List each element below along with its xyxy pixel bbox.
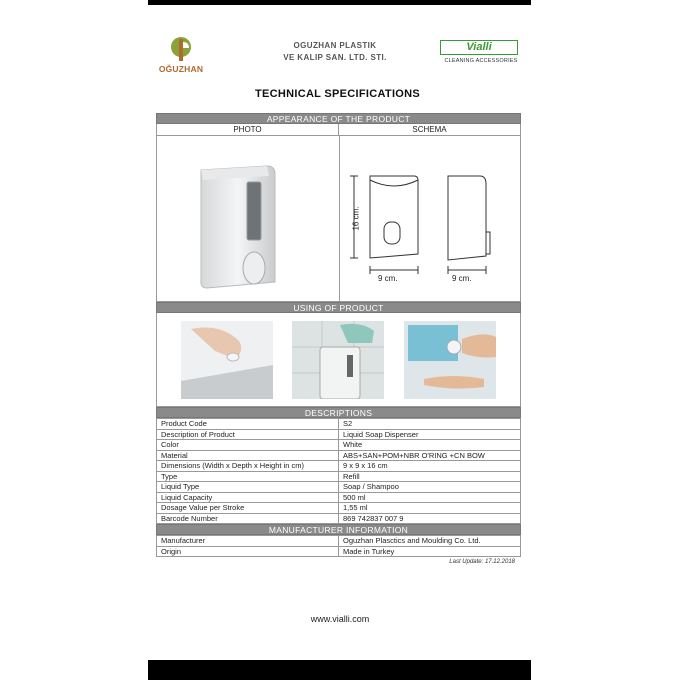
- spec-value: 1,55 ml: [339, 503, 521, 514]
- section-usage: USING OF PRODUCT: [156, 302, 521, 313]
- usage-photo-2: [292, 321, 384, 399]
- section-manufacturer: MANUFACTURER INFORMATION: [156, 524, 521, 535]
- spec-value: 500 ml: [339, 492, 521, 503]
- spec-key: Type: [157, 471, 339, 482]
- descriptions-table: [156, 418, 521, 524]
- product-schema: [340, 136, 522, 301]
- dispenser-schema-drawing: [340, 136, 522, 301]
- manufacturer-table: [156, 535, 521, 557]
- spec-key: Product Code: [157, 419, 339, 430]
- photo-label: PHOTO: [157, 124, 339, 135]
- spec-value: S2: [339, 419, 521, 430]
- schema-label: SCHEMA: [412, 125, 447, 134]
- table-row: [157, 503, 521, 514]
- spec-key: Liquid Capacity: [157, 492, 339, 503]
- spec-sheet: [156, 113, 521, 565]
- table-row: [157, 482, 521, 493]
- vialli-tagline: CLEANING ACCESSORIES: [444, 58, 518, 64]
- spec-value: White: [339, 440, 521, 451]
- bottom-black-bar: [148, 660, 531, 680]
- dispenser-photo-image: [157, 136, 339, 301]
- spec-key: Dosage Value per Stroke: [157, 503, 339, 514]
- company-name: [260, 40, 410, 64]
- table-row: [157, 471, 521, 482]
- spec-value: ABS+SAN+POM+NBR O'RING +CN BOW: [339, 450, 521, 461]
- spec-value: Made in Turkey: [339, 546, 521, 557]
- spec-key: Dimensions (Width x Depth x Height in cm): [157, 461, 339, 472]
- spec-value: 9 x 9 x 16 cm: [339, 461, 521, 472]
- table-row: [157, 440, 521, 451]
- appearance-subheader: [156, 124, 521, 135]
- table-row: [157, 513, 521, 524]
- table-row: [157, 461, 521, 472]
- last-update: Last Update: 17.12.2018: [449, 559, 515, 565]
- schema-depth-label: 9 cm.: [452, 274, 472, 283]
- company-line-2: VE KALIP SAN. LTD. STI.: [283, 53, 387, 62]
- table-row: [157, 419, 521, 430]
- usage-photo-3: [404, 321, 496, 399]
- spec-value: Refill: [339, 471, 521, 482]
- schema-height-label: 16 cm.: [351, 206, 361, 231]
- oguzhan-logo: [152, 36, 210, 78]
- usage-photo-1: [181, 321, 273, 399]
- spec-key: Material: [157, 450, 339, 461]
- table-row: [157, 546, 521, 557]
- spec-key: Barcode Number: [157, 513, 339, 524]
- spec-value: Soap / Shampoo: [339, 482, 521, 493]
- top-black-bar: [148, 0, 531, 5]
- oguzhan-logo-text: OĞUZHAN: [158, 64, 204, 74]
- spec-key: Color: [157, 440, 339, 451]
- appearance-row: [156, 135, 521, 302]
- table-row: [157, 429, 521, 440]
- vialli-brand: Vialli: [440, 40, 518, 55]
- product-photo: [157, 136, 340, 301]
- usage-row: [156, 313, 521, 407]
- schema-width-label: 9 cm.: [378, 274, 398, 283]
- section-appearance: APPEARANCE OF THE PRODUCT: [156, 113, 521, 124]
- spec-value: Oguzhan Plasctics and Moulding Co. Ltd.: [339, 536, 521, 547]
- spec-key: Liquid Type: [157, 482, 339, 493]
- spec-value: 869 742837 007 9: [339, 513, 521, 524]
- spec-key: Manufacturer: [157, 536, 339, 547]
- section-descriptions: DESCRIPTIONS: [156, 407, 521, 418]
- spec-key: Description of Product: [157, 429, 339, 440]
- spec-value: Liquid Soap Dispenser: [339, 429, 521, 440]
- table-row: [157, 450, 521, 461]
- company-line-1: OGUZHAN PLASTIK: [293, 41, 377, 50]
- table-row: [157, 492, 521, 503]
- oguzhan-logo-icon: [170, 36, 192, 62]
- footer-url[interactable]: www.vialli.com: [310, 614, 370, 624]
- table-row: [157, 536, 521, 547]
- page-title: TECHNICAL SPECIFICATIONS: [254, 88, 421, 100]
- vialli-logo: [439, 40, 523, 68]
- spec-key: Origin: [157, 546, 339, 557]
